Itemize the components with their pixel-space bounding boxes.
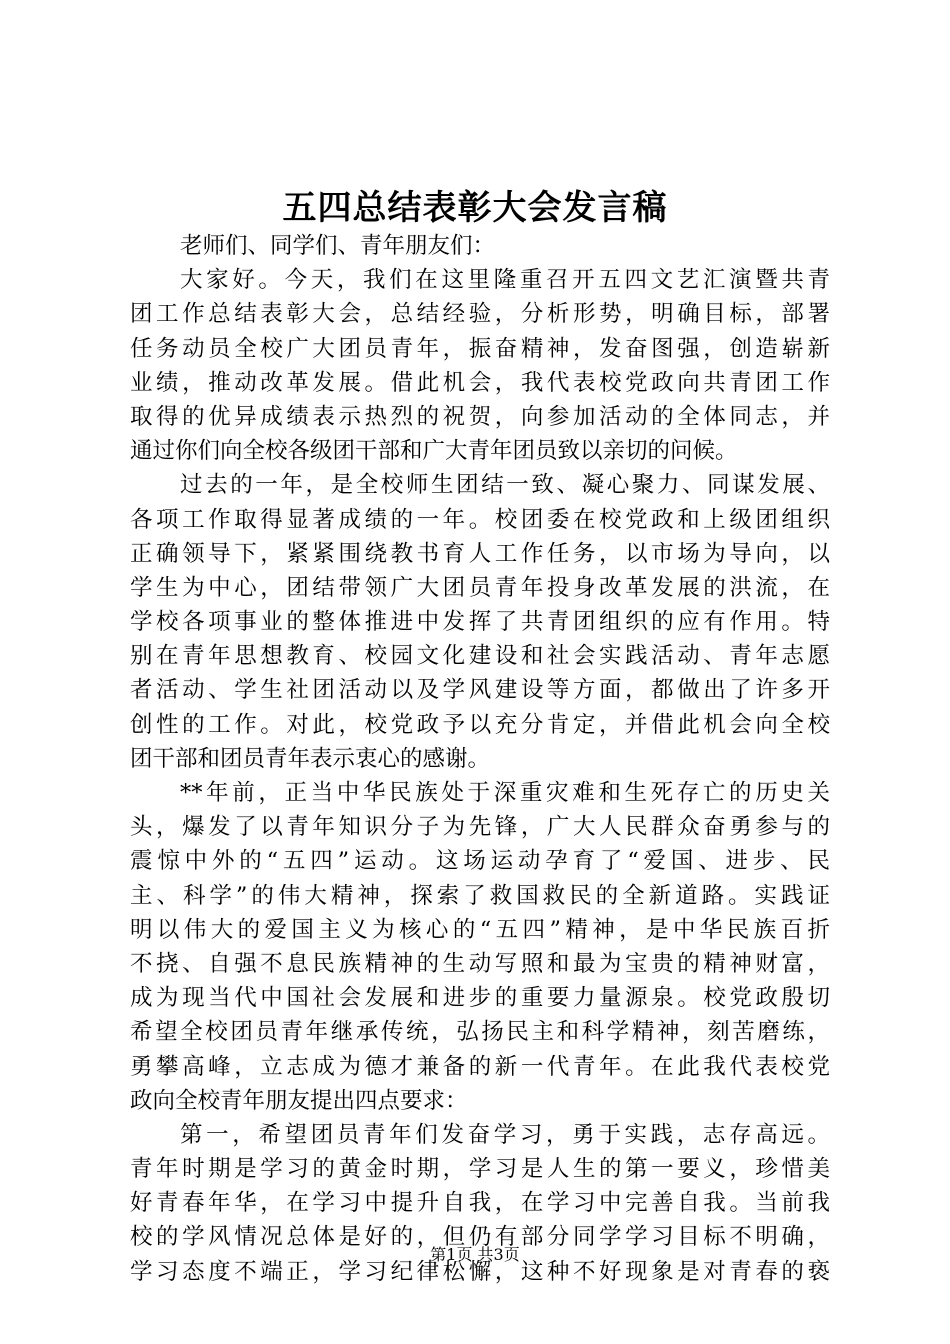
text-line: 业绩，推动改革发展。借此机会，我代表校党政向共青团工作	[130, 369, 830, 396]
text-line: 取得的优异成绩表示热烈的祝贺，向参加活动的全体同志，并	[130, 403, 830, 430]
text-line: 者活动、学生社团活动以及学风建设等方面，都做出了许多开	[130, 677, 830, 704]
text-line: 政向全校青年朋友提出四点要求：	[130, 1087, 468, 1114]
text-line: 学校各项事业的整体推进中发挥了共青团组织的应有作用。特	[130, 609, 830, 636]
text-line: 不挠、自强不息民族精神的生动写照和最为宝贵的精神财富，	[130, 950, 830, 977]
text-line: 成为现当代中国社会发展和进步的重要力量源泉。校党政殷切	[130, 985, 830, 1012]
text-line: 学习态度不端正，学习纪律松懈，这种不好现象是对青春的亵	[130, 1258, 830, 1285]
text-line: 震惊中外的“五四”运动。这场运动孕育了“爱国、进步、民	[130, 848, 830, 875]
text-line: 任务动员全校广大团员青年，振奋精神，发奋图强，创造崭新	[130, 335, 830, 362]
page-number-footer: 第1页 共3页	[430, 1245, 520, 1264]
text-line: 正确领导下，紧紧围绕教书育人工作任务，以市场为导向，以	[130, 540, 830, 567]
text-line: **年前，正当中华民族处于深重灾难和生死存亡的历史关	[180, 780, 830, 806]
text-line: 创性的工作。对此，校党政予以充分肯定，并借此机会向全校	[130, 711, 830, 738]
text-line: 明以伟大的爱国主义为核心的“五四”精神，是中华民族百折	[130, 916, 830, 943]
document-title: 五四总结表彰大会发言稿	[282, 188, 668, 228]
text-line: 头，爆发了以青年知识分子为先锋，广大人民群众奋勇参与的	[130, 814, 830, 841]
text-line: 好青春年华，在学习中提升自我，在学习中完善自我。当前我	[130, 1190, 830, 1217]
text-line: 别在青年思想教育、校园文化建设和社会实践活动、青年志愿	[130, 643, 830, 670]
text-line: 通过你们向全校各级团干部和广大青年团员致以亲切的问候。	[130, 438, 738, 465]
text-line: 希望全校团员青年继承传统，弘扬民主和科学精神，刻苦磨练，	[130, 1019, 830, 1046]
text-line: 团干部和团员青年表示衷心的感谢。	[130, 745, 491, 772]
text-line: 青年时期是学习的黄金时期，学习是人生的第一要义，珍惜美	[130, 1156, 830, 1183]
text-line: 主、科学”的伟大精神，探索了救国救民的全新道路。实践证	[130, 882, 830, 909]
text-line: 团工作总结表彰大会，总结经验，分析形势，明确目标，部署	[130, 301, 830, 328]
text-line: 勇攀高峰，立志成为德才兼备的新一代青年。在此我代表校党	[130, 1053, 830, 1080]
text-line: 各项工作取得显著成绩的一年。校团委在校党政和上级团组织	[130, 506, 830, 533]
salutation-line: 老师们、同学们、青年朋友们：	[180, 233, 496, 259]
text-line: 校的学风情况总体是好的，但仍有部分同学学习目标不明确，	[130, 1224, 830, 1251]
document-body	[130, 229, 830, 1289]
text-line: 第一，希望团员青年们发奋学习，勇于实践，志存高远。	[180, 1121, 830, 1148]
text-line: 大家好。今天，我们在这里隆重召开五四文艺汇演暨共青	[180, 267, 830, 294]
text-line: 过去的一年，是全校师生团结一致、凝心聚力、同谋发展、	[180, 472, 830, 499]
text-line: 学生为中心，团结带领广大团员青年投身改革发展的洪流，在	[130, 574, 830, 601]
